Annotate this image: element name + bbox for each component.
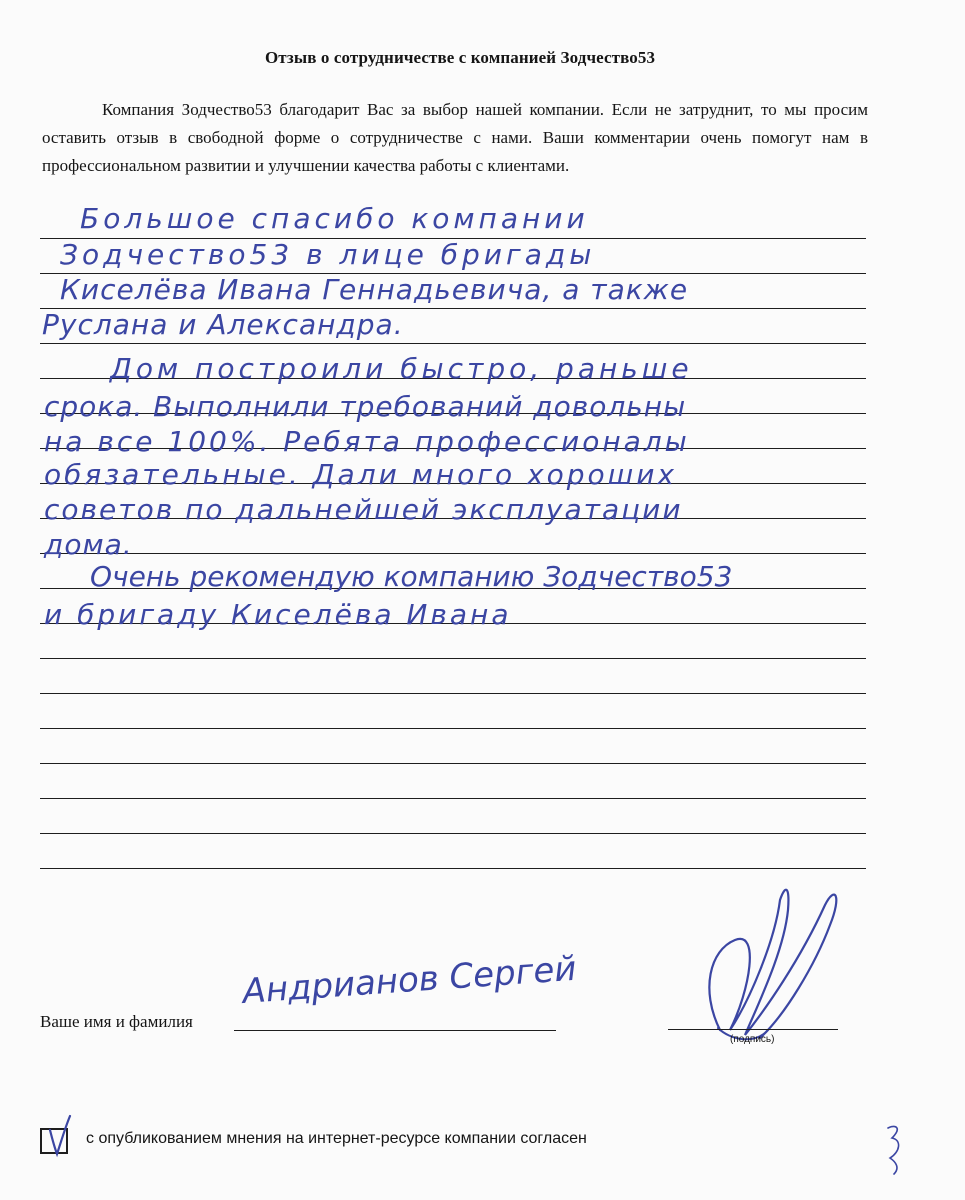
review-line: Очень рекомендую компанию Зодчество53 (90, 560, 733, 593)
review-line: срока. Выполнили требований довольны (44, 390, 687, 423)
review-line: и бригаду Киселёва Ивана (44, 598, 512, 631)
ruled-line (40, 728, 866, 729)
ruled-line (40, 553, 866, 554)
ruled-line (40, 448, 866, 449)
ruled-line (40, 238, 866, 239)
ruled-line (40, 273, 866, 274)
name-field-value: Андрианов Сергей (241, 948, 578, 1012)
document-title: Отзыв о сотрудничестве с компанией Зодчество53 (264, 48, 656, 67)
name-field-line (234, 1030, 556, 1031)
review-line: на все 100%. Ребята профессионалы (44, 425, 690, 458)
name-field-label: Ваше имя и фамилия (40, 1012, 193, 1031)
ruled-line (40, 623, 866, 624)
ruled-line (40, 693, 866, 694)
ruled-line (40, 763, 866, 764)
ruled-line (40, 413, 866, 414)
ruled-line (40, 308, 866, 309)
ruled-line (40, 518, 866, 519)
ruled-line (40, 483, 866, 484)
signature-line (668, 1029, 838, 1030)
review-line: Киселёва Ивана Геннадьевича, а также (60, 273, 689, 306)
check-mark-icon (44, 1112, 74, 1158)
review-line: советов по дальнейшей эксплуатации (44, 493, 683, 526)
review-line: дома. (44, 528, 133, 561)
ruled-line (40, 588, 866, 589)
ruled-line (40, 833, 866, 834)
intro-paragraph: Компания Зодчество53 благодарит Вас за выбор нашей компании. Если не затруднит, то мы просим оставить отзыв в свободной форме о сотрудничестве с нами. Ваши комментарии очень помогут нам в профессиональном развитии и улучшении качества работы с клиентами. (42, 100, 868, 175)
review-line: Зодчество53 в лице бригады (60, 238, 596, 271)
signature-drawing (690, 880, 850, 1060)
review-line: Большое спасибо компании (80, 202, 589, 235)
review-line: обязательные. Дали много хороших (44, 458, 677, 491)
ruled-line (40, 658, 866, 659)
ruled-line (40, 868, 866, 869)
page-mark-icon (880, 1118, 920, 1178)
ruled-line (40, 378, 866, 379)
consent-label: с опубликованием мнения на интернет-ресурсе компании согласен (86, 1130, 587, 1147)
review-line: Дом построили быстро, раньше (110, 352, 693, 385)
review-line: Руслана и Александра. (42, 308, 404, 341)
ruled-line (40, 343, 866, 344)
signature-caption: (подпись) (730, 1034, 775, 1045)
ruled-line (40, 798, 866, 799)
